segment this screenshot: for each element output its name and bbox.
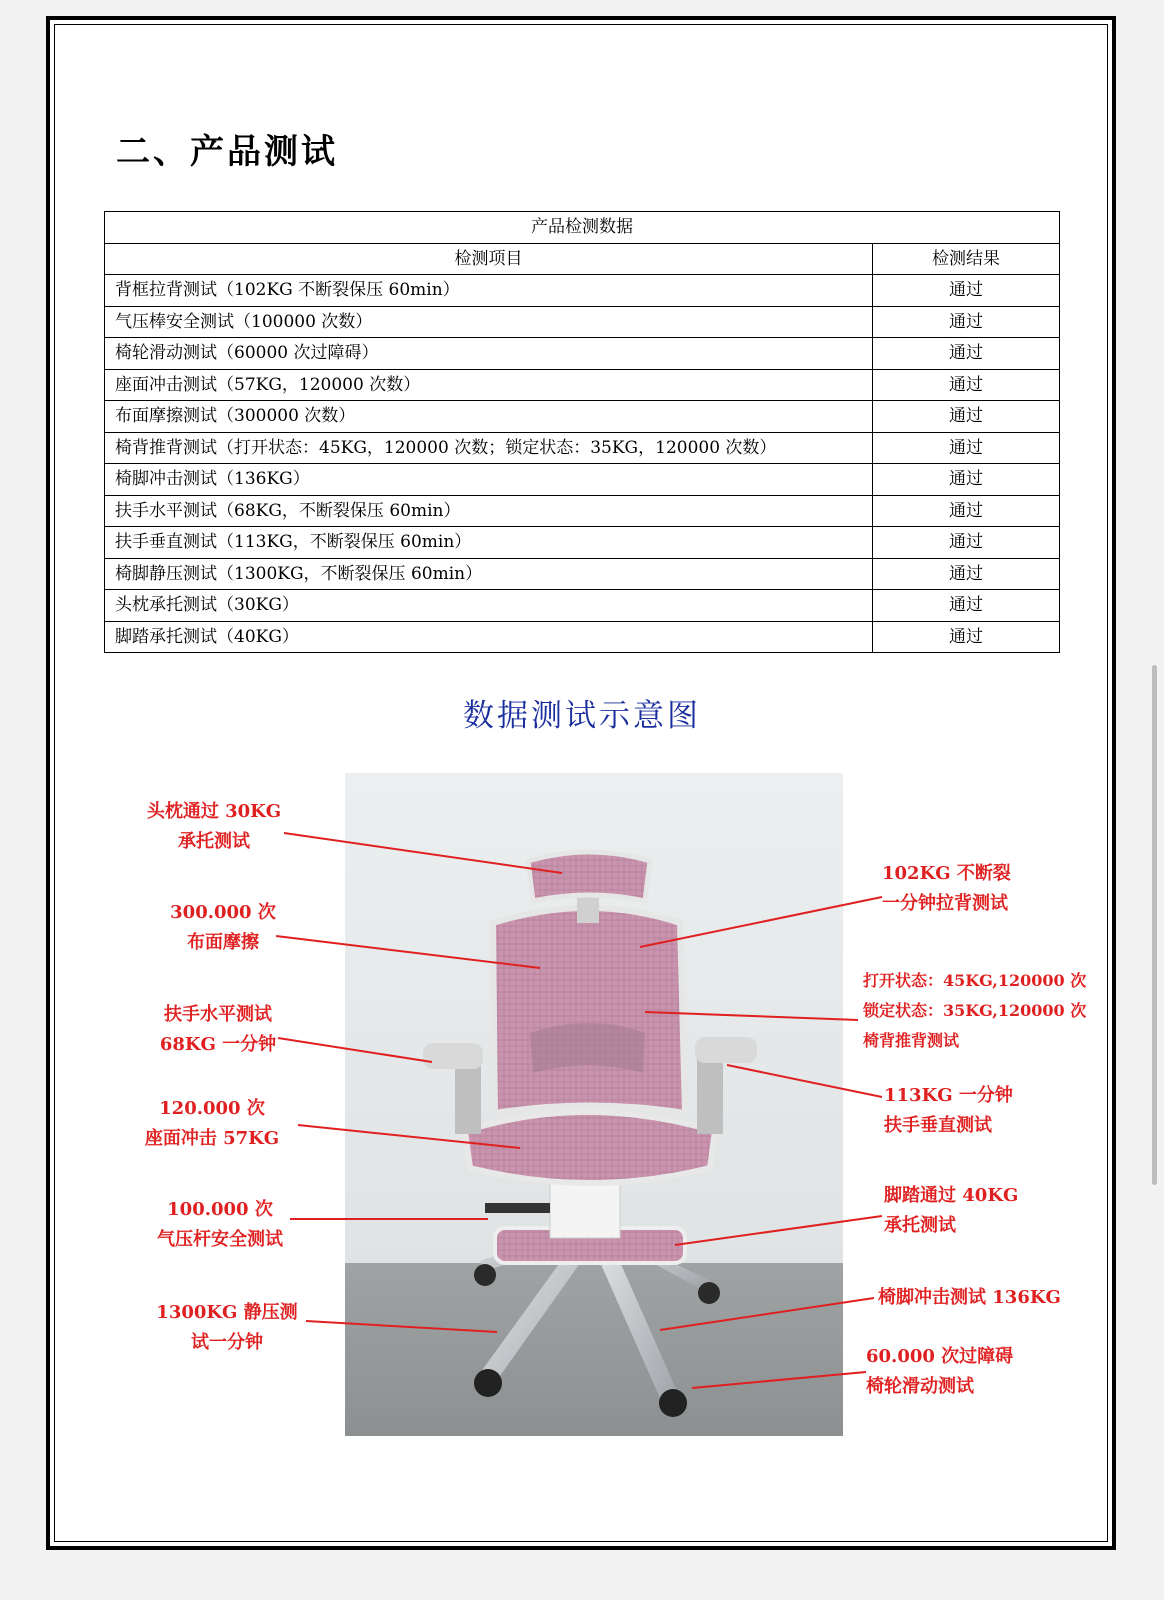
table-caption: 产品检测数据 xyxy=(105,212,1060,244)
callout-seat: 120.000 次 座面冲击 57KG xyxy=(144,1098,280,1149)
callout-back-push: 打开状态：45KG,120000 次 锁定状态：35KG,120000 次 椅背推背测试 xyxy=(863,971,1087,1050)
test-item: 椅背推背测试（打开状态：45KG，120000 次数；锁定状态：35KG，120000 次数） xyxy=(105,432,873,464)
test-result: 通过 xyxy=(873,464,1060,496)
test-item: 背框拉背测试（102KG 不断裂保压 60min） xyxy=(105,275,873,307)
table-row xyxy=(105,338,1060,370)
callout-footrest: 脚踏通过 40KG 承托测试 xyxy=(884,1185,1019,1236)
callout-gas-cylinder: 100.000 次 气压杆安全测试 xyxy=(157,1199,283,1250)
caster-wheel xyxy=(474,1264,496,1286)
test-item: 气压棒安全测试（100000 次数） xyxy=(105,306,873,338)
table-row xyxy=(105,432,1060,464)
column-header-result: 检测结果 xyxy=(873,243,1060,275)
test-result: 通过 xyxy=(873,306,1060,338)
table-row xyxy=(105,558,1060,590)
table-row xyxy=(105,495,1060,527)
callout-caster: 60.000 次过障碍 椅轮滑动测试 xyxy=(866,1346,1014,1397)
callout-back-pull: 102KG 不断裂 一分钟拉背测试 xyxy=(882,863,1011,914)
test-item: 扶手水平测试（68KG，不断裂保压 60min） xyxy=(105,495,873,527)
test-result: 通过 xyxy=(873,432,1060,464)
chair-photo xyxy=(345,773,843,1436)
test-result: 通过 xyxy=(873,558,1060,590)
scrollbar-thumb[interactable] xyxy=(1152,665,1157,1185)
table-caption-row xyxy=(105,212,1060,244)
table-row xyxy=(105,306,1060,338)
table-row xyxy=(105,621,1060,653)
test-item: 椅脚冲击测试（136KG） xyxy=(105,464,873,496)
callout-armrest-vertical: 113KG 一分钟 扶手垂直测试 xyxy=(884,1085,1013,1136)
table-row xyxy=(105,275,1060,307)
gas-cylinder xyxy=(550,1183,620,1238)
test-item: 椅脚静压测试（1300KG，不断裂保压 60min） xyxy=(105,558,873,590)
test-result: 通过 xyxy=(873,401,1060,433)
test-item: 头枕承托测试（30KG） xyxy=(105,590,873,622)
test-item: 椅轮滑动测试（60000 次过障碍） xyxy=(105,338,873,370)
caster-wheel xyxy=(698,1282,720,1304)
table-row xyxy=(105,590,1060,622)
test-result: 通过 xyxy=(873,527,1060,559)
table-row xyxy=(105,527,1060,559)
column-header-item: 检测项目 xyxy=(105,243,873,275)
caster-wheel xyxy=(659,1389,687,1417)
test-result: 通过 xyxy=(873,495,1060,527)
section-title: 二、产品测试 xyxy=(116,132,338,172)
test-result: 通过 xyxy=(873,338,1060,370)
table-header-row xyxy=(105,243,1060,275)
callout-headrest: 头枕通过 30KG 承托测试 xyxy=(146,801,282,852)
chair-seat xyxy=(465,1112,715,1183)
callout-leg-impact: 椅脚冲击测试 136KG xyxy=(878,1287,1061,1308)
callout-static-load: 1300KG 静压测 试一分钟 xyxy=(156,1302,298,1353)
table-row xyxy=(105,464,1060,496)
chair-back xyxy=(493,908,685,1113)
table-row xyxy=(105,401,1060,433)
test-result: 通过 xyxy=(873,621,1060,653)
test-result: 通过 xyxy=(873,590,1060,622)
diagram-title: 数据测试示意图 xyxy=(463,698,701,734)
gas-lever xyxy=(485,1203,550,1213)
test-result: 通过 xyxy=(873,369,1060,401)
test-result: 通过 xyxy=(873,275,1060,307)
table-row xyxy=(105,369,1060,401)
callout-fabric: 300.000 次 布面摩擦 xyxy=(170,902,276,953)
test-data-table xyxy=(104,211,1060,653)
chair-headrest xyxy=(528,852,650,901)
test-item: 扶手垂直测试（113KG，不断裂保压 60min） xyxy=(105,527,873,559)
caster-wheel xyxy=(474,1369,502,1397)
photo-floor xyxy=(345,1263,843,1436)
test-item: 布面摩擦测试（300000 次数） xyxy=(105,401,873,433)
callout-armrest-horizontal: 扶手水平测试 68KG 一分钟 xyxy=(159,1004,277,1055)
test-item: 脚踏承托测试（40KG） xyxy=(105,621,873,653)
test-item: 座面冲击测试（57KG，120000 次数） xyxy=(105,369,873,401)
